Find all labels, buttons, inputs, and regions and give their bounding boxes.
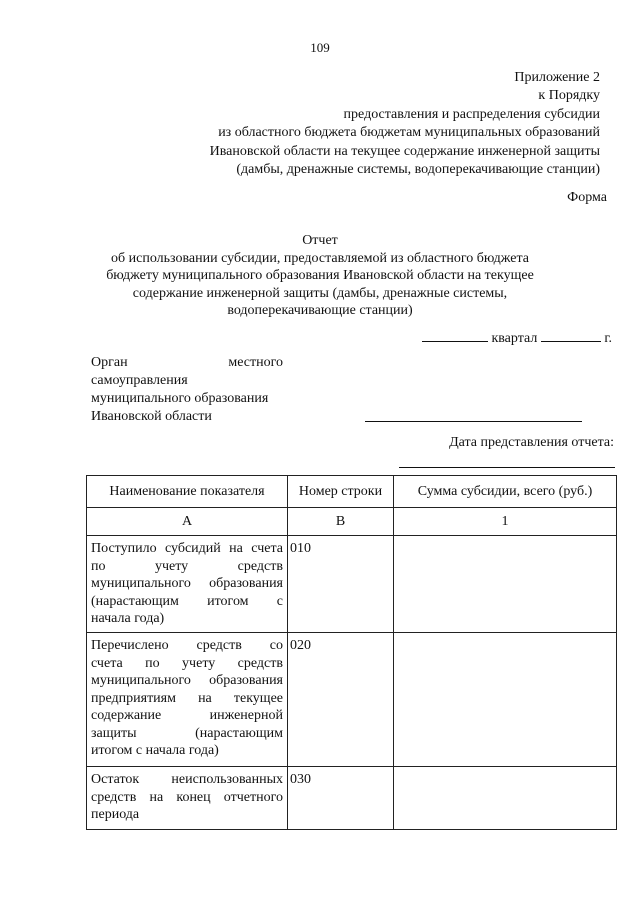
row-name-line: периода: [91, 807, 140, 822]
row-name-cell: [87, 536, 288, 633]
row-name-line: начала года): [91, 611, 165, 626]
row-amount-cell[interactable]: [394, 767, 617, 830]
date-blank[interactable]: [399, 467, 615, 468]
row-name-line: муниципального образования: [91, 673, 283, 688]
date-label: Дата представления отчета:: [449, 435, 614, 450]
report-period: [422, 329, 612, 347]
header-cell: Наименование показателя: [87, 476, 288, 508]
annex-line: из областного бюджета бюджетам муниципальных образований: [218, 125, 600, 141]
annex-line: к Порядку: [538, 88, 600, 104]
row-name-line: Поступило субсидий на счета: [91, 541, 283, 556]
row-code-cell: 020: [288, 633, 394, 767]
title-line: содержание инженерной защиты (дамбы, дренажные системы,: [132, 285, 508, 301]
table-row: [87, 536, 617, 633]
annex-line: предоставления и распределения субсидии: [343, 106, 600, 122]
form-label: Форма: [567, 190, 607, 205]
annex-line: Приложение 2: [514, 70, 600, 85]
organ-line: Орган местного: [91, 355, 283, 370]
annex-line: Ивановской области на текущее содержание инженерной защиты: [209, 143, 600, 159]
index-cell: 1: [394, 508, 617, 536]
report-title: [0, 232, 640, 320]
organ-label: [91, 354, 283, 426]
row-name-cell: [87, 767, 288, 830]
row-name-line: (нарастающим итогом с: [91, 593, 283, 609]
title-line: водоперекачивающие станции): [227, 303, 413, 318]
year-label: г.: [604, 331, 612, 346]
annex-header: [210, 69, 600, 179]
row-name-line: счета по учету средств: [91, 655, 283, 671]
row-name-line: защиты (нарастающим: [91, 725, 283, 741]
row-name-cell: [87, 633, 288, 767]
organ-line: Ивановской области: [91, 409, 212, 424]
index-cell: В: [288, 508, 394, 536]
row-code-cell: 030: [288, 767, 394, 830]
quarter-label: квартал: [491, 331, 538, 346]
annex-line: (дамбы, дренажные системы, водоперекачивающие станции): [236, 162, 600, 178]
report-table: [86, 475, 617, 830]
table-row: [87, 767, 617, 830]
organ-line: самоуправления: [91, 373, 188, 388]
row-name-line: по учету средств: [91, 558, 283, 574]
table-index-row: [87, 508, 617, 536]
page-number: 109: [310, 40, 330, 55]
organ-line: муниципального образования: [91, 391, 269, 406]
row-name-line: Остаток неиспользованных: [91, 772, 283, 787]
row-name-line: муниципального образования: [91, 576, 283, 591]
table-row: [87, 633, 617, 767]
header-cell: Сумма субсидии, всего (руб.): [394, 476, 617, 508]
row-amount-cell[interactable]: [394, 633, 617, 767]
title-line: бюджету муниципального образования Ивановской области на текущее: [106, 268, 534, 283]
row-name-line: итогом с начала года): [91, 743, 219, 758]
row-code-cell: 010: [288, 536, 394, 633]
index-cell: А: [87, 508, 288, 536]
quarter-blank[interactable]: [422, 329, 488, 342]
row-name-line: Перечислено средств со: [91, 638, 283, 653]
row-name-line: содержание инженерной: [91, 708, 283, 723]
table-header-row: [87, 476, 617, 508]
title-line: Отчет: [302, 233, 338, 248]
header-cell: Номер строки: [288, 476, 394, 508]
row-name-line: предприятиям на текущее: [91, 690, 283, 706]
year-blank[interactable]: [541, 329, 601, 342]
row-amount-cell[interactable]: [394, 536, 617, 633]
title-line: об использовании субсидии, предоставляемой из областного бюджета: [111, 250, 529, 266]
row-name-line: средств на конец отчетного: [91, 789, 283, 805]
organ-name-blank[interactable]: [365, 421, 582, 422]
